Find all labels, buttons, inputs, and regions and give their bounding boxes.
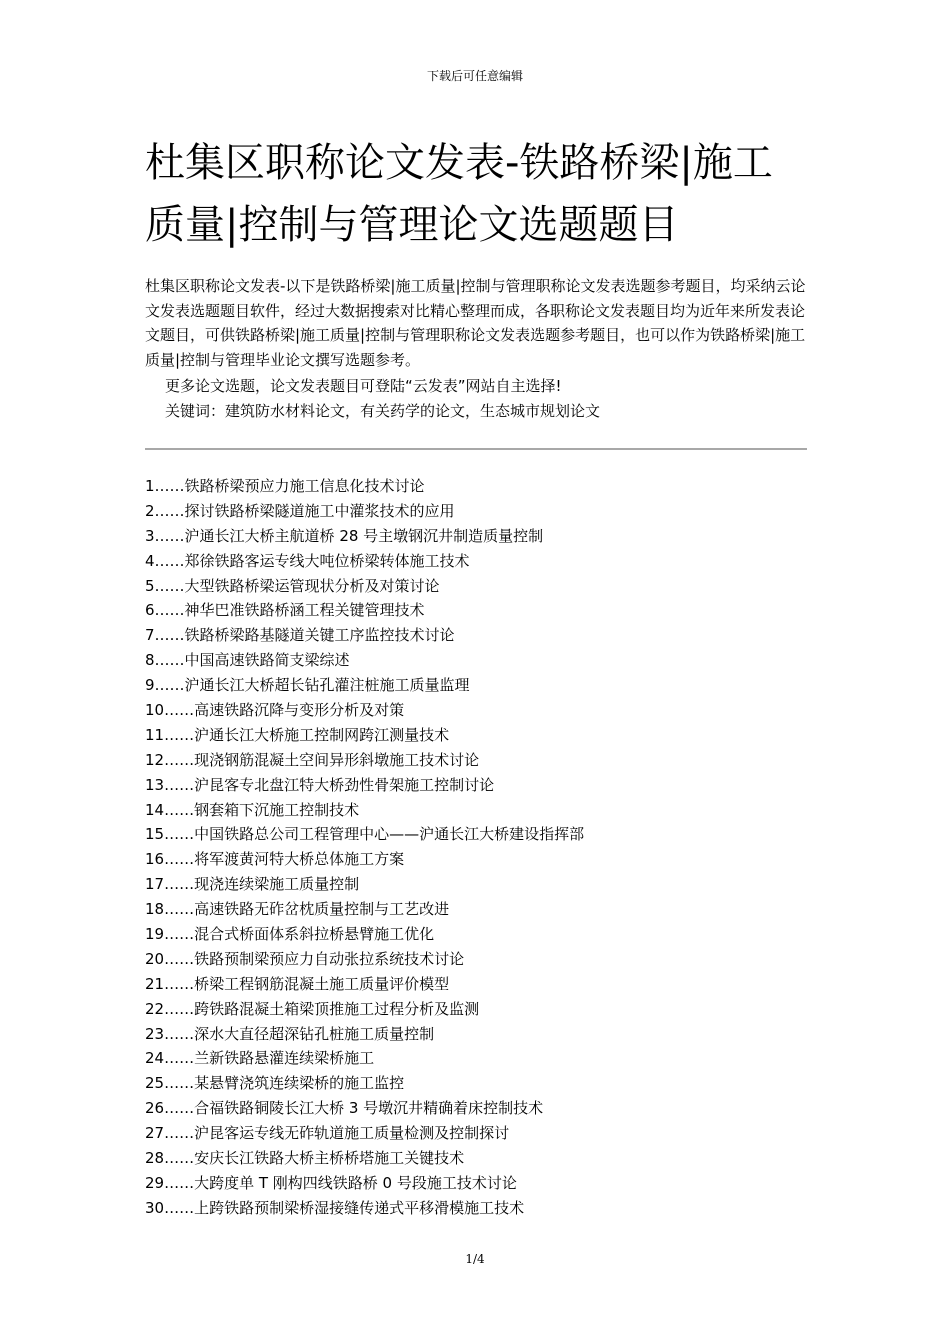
topic-item: 19……混合式桥面体系斜拉桥悬臂施工优化 [145, 925, 435, 944]
topic-item: 5……大型铁路桥梁运管现状分析及对策讨论 [145, 576, 440, 595]
topic-item: 18……高速铁路无砟岔枕质量控制与工艺改进 [145, 900, 450, 919]
topic-item: 30……上跨铁路预制梁桥湿接缝传递式平移滑模施工技术 [145, 1198, 525, 1217]
topic-item: 28……安庆长江铁路大桥主桥桥塔施工关键技术 [145, 1149, 465, 1168]
topic-item: 2……探讨铁路桥梁隧道施工中灌浆技术的应用 [145, 501, 455, 520]
topic-item: 8……中国高速铁路简支梁综述 [145, 651, 350, 670]
topic-item: 10……高速铁路沉降与变形分析及对策 [145, 701, 405, 720]
document-title: 杜集区职称论文发表-铁路桥梁|施工质量|控制与管理论文选题题目 [145, 140, 773, 248]
topic-item: 7……铁路桥梁路基隧道关键工序监控技术讨论 [145, 626, 455, 645]
topic-item: 3……沪通长江大桥主航道桥 28 号主墩钢沉井制造质量控制 [145, 526, 544, 545]
topic-item: 12……现浇钢筋混凝土空间异形斜墩施工技术讨论 [145, 750, 480, 769]
intro-paragraph: 杜集区职称论文发表-以下是铁路桥梁|施工质量|控制与管理职称论文发表选题参考题目，均采纳云论文发表选题题目软件，经过大数据搜索对比精心整理而成，各职称论文发表题目均为近年来所发表论文题目，可供铁路桥梁|施工质量|控制与管理职称论文发表选题参考题目，也可以作为铁路桥梁|施工质量|控制与管理毕业论文撰写选题参考。 [145, 277, 806, 369]
more-info-line: 更多论文选题，论文发表题目可登陆“云发表”网站自主选择! [165, 377, 562, 395]
topic-item: 16……将军渡黄河特大桥总体施工方案 [145, 850, 405, 869]
topic-item: 11……沪通长江大桥施工控制网跨江测量技术 [145, 725, 450, 744]
topic-item: 29……大跨度单 T 刚构四线铁路桥 0 号段施工技术讨论 [145, 1173, 517, 1192]
section-divider [145, 448, 807, 450]
topic-item: 23……深水大直径超深钻孔桩施工质量控制 [145, 1024, 435, 1043]
topic-item: 1……铁路桥梁预应力施工信息化技术讨论 [145, 477, 425, 495]
topic-item: 20……铁路预制梁预应力自动张拉系统技术讨论 [145, 949, 465, 968]
topic-item: 24……兰新铁路悬灌连续梁桥施工 [145, 1049, 375, 1068]
topic-item: 9……沪通长江大桥超长钻孔灌注桩施工质量监理 [145, 676, 470, 695]
keywords-line: 关键词：建筑防水材料论文，有关药学的论文，生态城市规划论文 [165, 402, 601, 420]
page-number: 1/4 [465, 1252, 485, 1266]
topic-item: 6……神华巴准铁路桥涵工程关键管理技术 [145, 601, 425, 620]
topic-item: 13……沪昆客专北盘江特大桥劲性骨架施工控制讨论 [145, 775, 495, 794]
topic-item: 22……跨铁路混凝土箱梁顶推施工过程分析及监测 [145, 999, 480, 1018]
topic-item: 14……钢套箱下沉施工控制技术 [145, 800, 360, 819]
topic-item: 21……桥梁工程钢筋混凝土施工质量评价模型 [145, 974, 450, 993]
topic-item: 15……中国铁路总公司工程管理中心——沪通长江大桥建设指挥部 [145, 825, 585, 844]
topic-item: 4……郑徐铁路客运专线大吨位桥梁转体施工技术 [145, 551, 470, 570]
topic-item: 25……某悬臂浇筑连续梁桥的施工监控 [145, 1074, 405, 1093]
topic-item: 17……现浇连续梁施工质量控制 [145, 875, 360, 894]
topic-list [145, 474, 807, 1221]
page-header: 下载后可任意编辑 [426, 69, 523, 83]
topic-item: 27……沪昆客运专线无砟轨道施工质量检测及控制探讨 [145, 1124, 510, 1143]
topic-item: 26……合福铁路铜陵长江大桥 3 号墩沉井精确着床控制技术 [145, 1099, 544, 1118]
